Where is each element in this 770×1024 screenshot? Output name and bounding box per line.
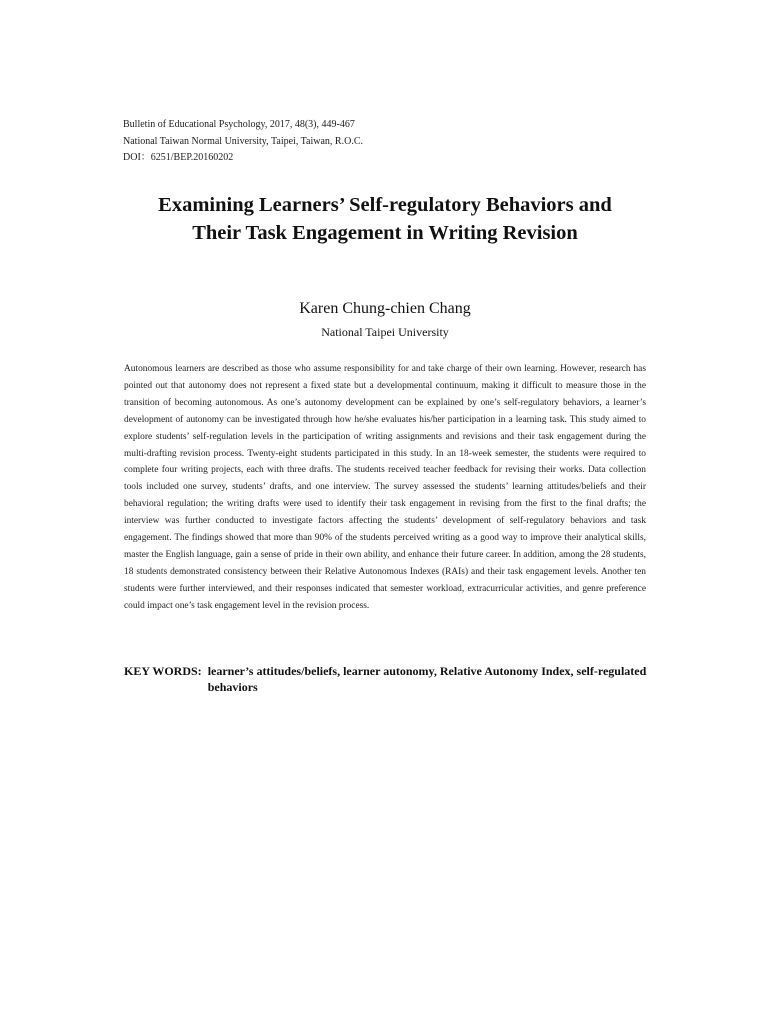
author-name: Karen Chung-chien Chang [299,300,471,317]
keywords-label: KEY WORDS: [124,664,202,678]
paper-title [100,191,670,247]
publication-header [123,117,363,167]
author-affiliation: National Taipei University [321,325,449,339]
abstract: Autonomous learners are described as those who assume responsibility for and take charge of their own learning. However, research has pointed out that autonomy does not represent a fixed state but a developmental continuum, making it difficult to measure those in the transition of becoming autonomous. As one’s autonomy development can be explained by one’s self-regulatory behaviors, a learner’s development of autonomy can be investigated through how he/she evaluates his/her participation in a learning task. This study aimed to explore students’ self-regulation levels in the participation of writing assignments and revisions and their task engagement during the multi-drafting revision process. Twenty-eight students participated in this study. In an 18-week semester, the students were required to complete four writing projects, each with three drafts. The students received teacher feedback for revising their works. Data collection tools included one survey, students’ drafts, and one interview. The survey assessed the students’ learning attitudes/beliefs and their behavioral regulation; the writing drafts were used to identify their task engagement in revising from the first to the final drafts; the interview was further conducted to investigate factors affecting the students’ development of self-regulatory behaviors and task engagement. The findings showed that more than 90% of the students perceived writing as a good way to improve their analytical skills, master the English language, gain a sense of pride in their own ability, and enhance their future career. In addition, among the 28 students, 18 students demonstrated consistency between their Relative Autonomous Indexes (RAIs) and their task engagement levels. Another ten students were further interviewed, and their responses indicated that semester workload, extracurricular activities, and genre preference could impact one’s task engagement level in the revision process. [124,364,646,611]
title-line-1: Examining Learners’ Self-regulatory Behaviors and [158,194,612,216]
publisher-institution: National Taiwan Normal University, Taipei, Taiwan, R.O.C. [123,135,363,147]
journal-citation: Bulletin of Educational Psychology, 2017, 48(3), 449-467 [123,119,355,130]
keywords-section [124,663,664,695]
doi: DOI：6251/BEP.20160202 [123,152,234,163]
keywords-list: learner’s attitudes/beliefs, learner autonomy, Relative Autonomy Index, self-regulated behaviors [207,664,647,694]
title-line-2: Their Task Engagement in Writing Revision [192,222,578,244]
